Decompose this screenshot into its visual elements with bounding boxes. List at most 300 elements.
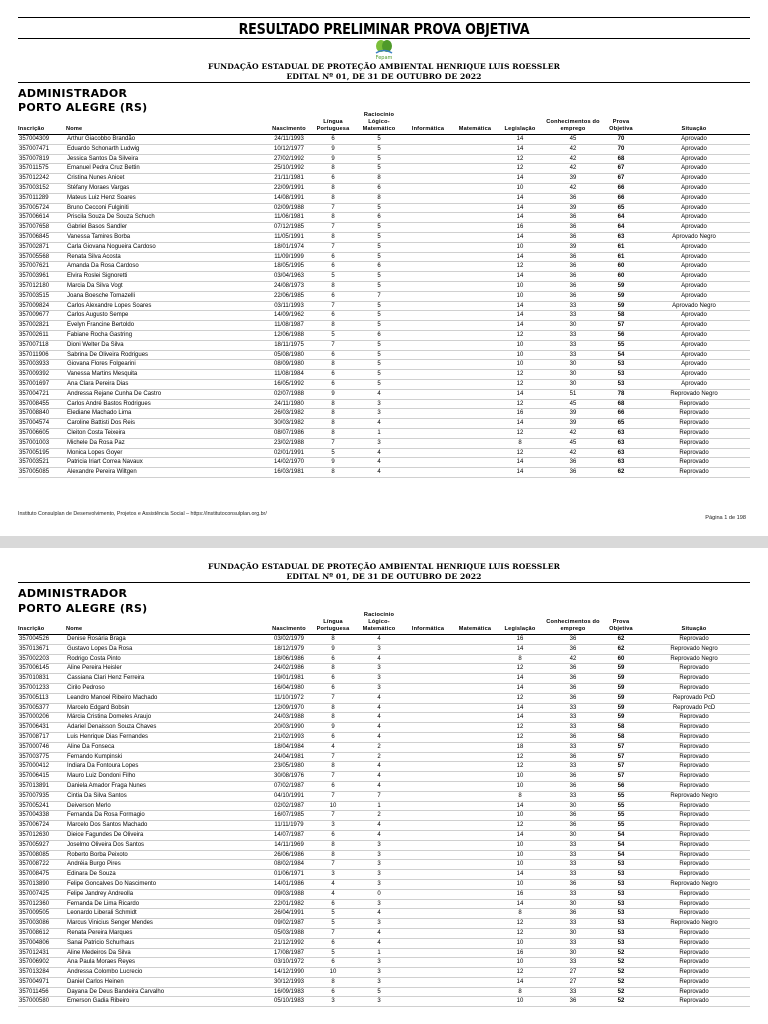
cell-nascimento: 02/02/1987 [266,801,312,811]
cell-nome: Cintia Da Silva Santos [66,791,266,801]
cell-matematica [452,242,498,252]
cell-lingua: 7 [312,242,354,252]
col-legislacao: Legislação [498,612,542,635]
cell-lingua: 8 [312,977,354,987]
cell-matematica [452,135,498,145]
cell-raciocinio: 4 [354,458,404,468]
cell-informatica [404,850,452,860]
cell-informatica [404,909,452,919]
cell-legislacao: 10 [498,340,542,350]
cell-conhecimentos: 39 [542,242,604,252]
cell-lingua: 5 [312,272,354,282]
table-row [18,174,750,184]
cell-nome: Luis Henrique Dias Fernandes [66,732,266,742]
cell-raciocinio: 1 [354,801,404,811]
cell-situacao: Aprovado [638,183,750,193]
cell-legislacao: 12 [498,693,542,703]
table-row [18,742,750,752]
table-row [18,772,750,782]
cell-lingua: 8 [312,232,354,242]
cell-situacao: Aprovado [638,262,750,272]
cell-informatica [404,762,452,772]
col-informatica: Informática [404,612,452,635]
cell-situacao: Reprovado [638,909,750,919]
cell-prova: 67 [604,174,638,184]
cell-nome: Cassiana Clari Henz Ferreira [66,674,266,684]
cell-conhecimentos: 30 [542,928,604,938]
cell-raciocinio: 8 [354,174,404,184]
table-row [18,154,750,164]
cell-nome: Cristina Nunes Anicet [66,174,266,184]
cell-conhecimentos: 36 [542,811,604,821]
table-row [18,350,750,360]
cell-inscricao: 357007658 [18,223,66,233]
cell-prova: 59 [604,674,638,684]
cell-nascimento: 26/03/1982 [266,409,312,419]
cell-matematica [452,938,498,948]
cell-nascimento: 11/09/1999 [266,252,312,262]
cell-lingua: 7 [312,928,354,938]
cell-nome: Carlos Augusto Sempe [66,311,266,321]
cell-matematica [452,154,498,164]
cell-nascimento: 11/05/1991 [266,232,312,242]
cell-lingua: 8 [312,409,354,419]
table-row [18,850,750,860]
table-row [18,223,750,233]
cell-legislacao: 14 [498,389,542,399]
cell-conhecimentos: 36 [542,193,604,203]
cell-situacao: Aprovado [638,193,750,203]
cell-nome: Vanessa Martins Mesquita [66,370,266,380]
cell-matematica [452,262,498,272]
cell-legislacao: 12 [498,968,542,978]
cell-inscricao: 357008722 [18,860,66,870]
cell-informatica [404,213,452,223]
cell-legislacao: 14 [498,419,542,429]
cell-conhecimentos: 30 [542,370,604,380]
cell-conhecimentos: 33 [542,919,604,929]
cell-inscricao: 357008475 [18,870,66,880]
cell-prova: 65 [604,419,638,429]
cell-nome: Aline Medeiros Da Silva [66,948,266,958]
cell-nascimento: 03/10/1972 [266,958,312,968]
cell-prova: 53 [604,909,638,919]
cell-matematica [452,252,498,262]
cell-conhecimentos: 33 [542,850,604,860]
cell-conhecimentos: 30 [542,899,604,909]
cell-raciocinio: 3 [354,409,404,419]
cell-legislacao: 10 [498,938,542,948]
table-row [18,811,750,821]
cell-informatica [404,772,452,782]
cell-inscricao: 357004806 [18,938,66,948]
cell-prova: 66 [604,409,638,419]
table-row [18,713,750,723]
cell-matematica [452,840,498,850]
cell-legislacao: 14 [498,870,542,880]
cell-informatica [404,860,452,870]
cell-nome: Edinara De Souza [66,870,266,880]
table-row [18,272,750,282]
cell-lingua: 5 [312,448,354,458]
cell-conhecimentos: 30 [542,801,604,811]
cell-prova: 58 [604,732,638,742]
cell-informatica [404,301,452,311]
cell-nascimento: 16/07/1985 [266,811,312,821]
cell-matematica [452,379,498,389]
cell-prova: 57 [604,742,638,752]
cell-informatica [404,919,452,929]
cell-matematica [452,174,498,184]
cell-lingua: 7 [312,223,354,233]
cell-inscricao: 357004338 [18,811,66,821]
cell-informatica [404,174,452,184]
cell-inscricao: 357008612 [18,928,66,938]
cell-raciocinio: 4 [354,938,404,948]
cell-nome: Patricia Iriart Correa Navaux [66,458,266,468]
cell-nascimento: 30/08/1976 [266,772,312,782]
cell-conhecimentos: 42 [542,448,604,458]
cell-nome: Ana Clara Pereira Dias [66,379,266,389]
cell-conhecimentos: 30 [542,830,604,840]
cell-lingua: 8 [312,419,354,429]
cell-legislacao: 14 [498,703,542,713]
cell-nascimento: 18/05/1995 [266,262,312,272]
cell-informatica [404,977,452,987]
cell-lingua: 3 [312,870,354,880]
cell-informatica [404,262,452,272]
cell-inscricao: 357007819 [18,154,66,164]
cell-nascimento: 22/09/1991 [266,183,312,193]
cell-matematica [452,291,498,301]
edital-2: EDITAL Nº 01, DE 31 DE OUTUBRO DE 2022 [286,572,482,581]
cell-legislacao: 12 [498,262,542,272]
page-number: Página 1 de 198 [705,515,746,521]
cell-nascimento: 21/02/1993 [266,732,312,742]
cell-inscricao: 357003775 [18,752,66,762]
cell-legislacao: 16 [498,223,542,233]
table-row [18,360,750,370]
cell-nascimento: 18/04/1984 [266,742,312,752]
cell-prova: 53 [604,360,638,370]
cell-nome: Andressa Colombo Lucrecio [66,968,266,978]
cell-situacao: Aprovado [638,321,750,331]
cell-conhecimentos: 39 [542,419,604,429]
cell-raciocinio: 3 [354,438,404,448]
col-nascimento: Nascimento [266,112,312,135]
cell-matematica [452,791,498,801]
cell-nome: Joana Boesche Tomazelli [66,291,266,301]
cell-legislacao: 10 [498,958,542,968]
cell-legislacao: 12 [498,154,542,164]
table-row [18,468,750,478]
cell-situacao: Reprovado PcD [638,703,750,713]
cell-inscricao: 357006724 [18,821,66,831]
table-row [18,977,750,987]
cell-prova: 54 [604,850,638,860]
cell-prova: 53 [604,928,638,938]
cell-situacao: Reprovado Negro [638,879,750,889]
cell-lingua: 4 [312,889,354,899]
cell-nascimento: 08/02/1984 [266,860,312,870]
cell-inscricao: 357004309 [18,135,66,145]
cell-situacao: Aprovado [638,311,750,321]
cell-situacao: Aprovado [638,144,750,154]
cell-nome: Giovana Flores Folgearini [66,360,266,370]
cell-inscricao: 357006145 [18,664,66,674]
table-body-page-2 [18,635,750,1007]
table-row [18,830,750,840]
cell-nascimento: 07/12/1985 [266,223,312,233]
cell-legislacao: 18 [498,742,542,752]
cell-lingua: 6 [312,899,354,909]
cell-matematica [452,683,498,693]
cell-raciocinio: 4 [354,821,404,831]
table-row [18,183,750,193]
cell-nascimento: 10/12/1977 [266,144,312,154]
footer-institute: Instituto Consulplan de Desenvolvimento, Projetos e Assistência Social – https://institutoconsulplan.org.br/ [18,511,267,517]
cell-situacao: Reprovado [638,840,750,850]
cell-nascimento: 14/07/1987 [266,830,312,840]
cell-matematica [452,850,498,860]
cell-conhecimentos: 33 [542,958,604,968]
cell-inscricao: 357003152 [18,183,66,193]
cell-matematica [452,389,498,399]
cell-matematica [452,644,498,654]
cell-inscricao: 357005113 [18,693,66,703]
cell-raciocinio: 4 [354,928,404,938]
cell-nascimento: 14/12/1990 [266,968,312,978]
cell-nome: Felipe Jandrey Andreolla [66,889,266,899]
cell-prova: 53 [604,370,638,380]
cell-conhecimentos: 30 [542,360,604,370]
cell-legislacao: 14 [498,644,542,654]
cell-conhecimentos: 36 [542,772,604,782]
table-header-row-2 [18,612,750,635]
cell-legislacao: 8 [498,438,542,448]
cell-prova: 78 [604,389,638,399]
cell-nome: Mauro Luiz Dondoni Filho [66,772,266,782]
cell-nome: Marcelo Dos Santos Machado [66,821,266,831]
logo-text: Fepam [375,55,393,60]
cell-informatica [404,674,452,684]
cell-prova: 63 [604,232,638,242]
cell-prova: 53 [604,379,638,389]
cell-situacao: Reprovado [638,683,750,693]
table-row [18,330,750,340]
cell-nome: Dieice Fagundes De Oliveira [66,830,266,840]
cell-legislacao: 14 [498,713,542,723]
cell-lingua: 7 [312,340,354,350]
cell-inscricao: 357001003 [18,438,66,448]
cell-situacao: Reprovado [638,458,750,468]
cell-lingua: 7 [312,752,354,762]
cell-lingua: 7 [312,301,354,311]
cell-legislacao: 14 [498,144,542,154]
table-row [18,419,750,429]
cell-situacao: Reprovado [638,723,750,733]
table-row [18,889,750,899]
table-row [18,409,750,419]
cell-nome: Leonardo Liberali Schmidt [66,909,266,919]
cell-matematica [452,409,498,419]
table-row [18,399,750,409]
cell-nome: Felipe Goncalves Do Nascimento [66,879,266,889]
cell-inscricao: 357005195 [18,448,66,458]
cell-legislacao: 12 [498,164,542,174]
cell-conhecimentos: 36 [542,879,604,889]
cell-conhecimentos: 27 [542,977,604,987]
table-row [18,958,750,968]
cell-lingua: 8 [312,399,354,409]
cell-prova: 58 [604,723,638,733]
cell-raciocinio: 5 [354,242,404,252]
cell-situacao: Reprovado [638,419,750,429]
cell-matematica [452,997,498,1007]
cell-inscricao: 357007425 [18,889,66,899]
table-row [18,674,750,684]
cell-nome: Elvira Roslei Signoretti [66,272,266,282]
cell-matematica [452,232,498,242]
cell-lingua: 4 [312,742,354,752]
cell-raciocinio: 3 [354,899,404,909]
col-situacao: Situação [638,112,750,135]
cell-legislacao: 12 [498,821,542,831]
cell-conhecimentos: 39 [542,203,604,213]
cell-nome: Márcia Cristina Domeles Araujo [66,713,266,723]
cell-nome: Ana Paula Moraes Reyes [66,958,266,968]
cell-nascimento: 09/02/1987 [266,919,312,929]
cell-situacao: Reprovado [638,870,750,880]
cell-informatica [404,889,452,899]
cell-matematica [452,321,498,331]
cell-conhecimentos: 33 [542,742,604,752]
cell-inscricao: 357004574 [18,419,66,429]
cell-informatica [404,203,452,213]
cell-raciocinio: 2 [354,752,404,762]
cell-prova: 67 [604,164,638,174]
cell-nascimento: 05/10/1983 [266,997,312,1007]
cell-matematica [452,958,498,968]
cell-raciocinio: 7 [354,791,404,801]
cell-nome: Leandro Manoel Ribeiro Machado [66,693,266,703]
table-row [18,428,750,438]
cell-legislacao: 12 [498,399,542,409]
cell-prova: 64 [604,223,638,233]
col-matematica: Matemática [452,612,498,635]
cell-nascimento: 02/01/1991 [266,448,312,458]
cell-raciocinio: 3 [354,850,404,860]
cell-inscricao: 357008717 [18,732,66,742]
cell-inscricao: 357011456 [18,987,66,997]
cell-situacao: Reprovado PcD [638,693,750,703]
cell-situacao: Reprovado [638,781,750,791]
table-row [18,762,750,772]
cell-nome: Daniela Amador Fraga Nunes [66,781,266,791]
cell-inscricao: 357012630 [18,830,66,840]
cell-prova: 59 [604,291,638,301]
cell-inscricao: 357009677 [18,311,66,321]
cell-raciocinio: 4 [354,693,404,703]
cell-lingua: 9 [312,723,354,733]
cell-legislacao: 14 [498,830,542,840]
cell-conhecimentos: 33 [542,791,604,801]
cell-prova: 59 [604,301,638,311]
cell-matematica [452,742,498,752]
cell-situacao: Reprovado [638,713,750,723]
cell-raciocinio: 5 [354,311,404,321]
cell-nome: Fernando Kumpinski [66,752,266,762]
cell-nome: Joselmo Oliveira Dos Santos [66,840,266,850]
cell-raciocinio: 3 [354,399,404,409]
cell-prova: 54 [604,350,638,360]
cell-prova: 62 [604,644,638,654]
cell-inscricao: 357012431 [18,948,66,958]
cell-informatica [404,830,452,840]
cell-informatica [404,428,452,438]
cell-lingua: 7 [312,860,354,870]
cell-informatica [404,330,452,340]
cell-situacao: Aprovado [638,174,750,184]
cell-legislacao: 14 [498,301,542,311]
cell-inscricao: 357002871 [18,242,66,252]
cell-nascimento: 21/12/1992 [266,938,312,948]
cell-conhecimentos: 30 [542,948,604,958]
table-row [18,693,750,703]
cell-situacao: Reprovado [638,860,750,870]
cell-nome: Cleiton Costa Teixeira [66,428,266,438]
cell-inscricao: 357006902 [18,958,66,968]
cell-prova: 68 [604,399,638,409]
cell-nascimento: 11/11/1979 [266,821,312,831]
cell-raciocinio: 5 [354,272,404,282]
cell-informatica [404,958,452,968]
cell-situacao: Reprovado [638,448,750,458]
cell-prova: 56 [604,330,638,340]
cell-situacao: Aprovado Negro [638,232,750,242]
cell-lingua: 5 [312,909,354,919]
cell-nascimento: 11/08/1984 [266,370,312,380]
table-row [18,791,750,801]
cell-conhecimentos: 51 [542,389,604,399]
cell-situacao: Aprovado [638,340,750,350]
cell-lingua: 7 [312,811,354,821]
cell-conhecimentos: 45 [542,399,604,409]
col-prova: Prova Objetiva [604,112,638,135]
cell-inscricao: 357013890 [18,879,66,889]
cell-matematica [452,762,498,772]
cell-nascimento: 24/08/1973 [266,281,312,291]
cell-lingua: 9 [312,144,354,154]
cell-legislacao: 8 [498,987,542,997]
cell-matematica [452,703,498,713]
col-inscricao: Inscrição [18,112,66,135]
cell-lingua: 8 [312,281,354,291]
cell-raciocinio: 5 [354,135,404,145]
cell-informatica [404,448,452,458]
cell-lingua: 8 [312,664,354,674]
cell-matematica [452,213,498,223]
cell-nome: Dayana De Deus Bandeira Carvalho [66,987,266,997]
cell-situacao: Aprovado [638,135,750,145]
cell-prova: 59 [604,664,638,674]
table-row [18,311,750,321]
cell-matematica [452,203,498,213]
cell-nome: Bruno Cecconi Fulginiti [66,203,266,213]
city-title-2: PORTO ALEGRE (RS) [18,602,148,615]
cell-conhecimentos: 36 [542,821,604,831]
cell-inscricao: 357003961 [18,272,66,282]
